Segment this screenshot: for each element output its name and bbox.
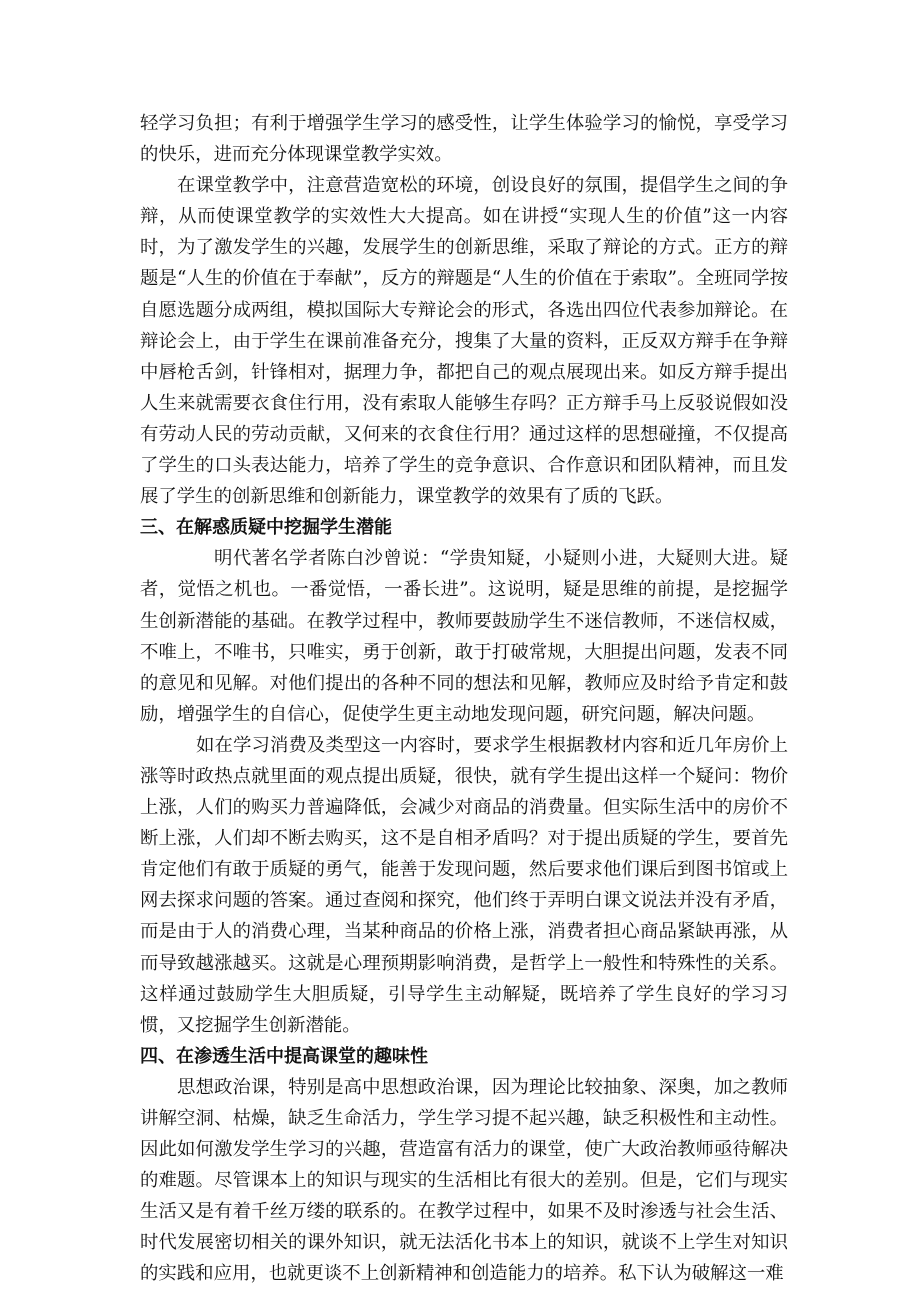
section-heading-3: 三、在解惑质疑中挖掘学生潜能 bbox=[140, 517, 392, 539]
paragraph-continuation: 轻学习负担；有利于增强学生学习的感受性，让学生体验学习的愉悦，享受学习的快乐，进而充分体现课堂教学实效。 bbox=[140, 113, 788, 166]
paragraph-interest: 思想政治课，特别是高中思想政治课，因为理论比较抽象、深奥，加之教师讲解空洞、枯燥，缺乏生命活力，学生学习提不起兴趣，缺乏积极性和主动性。因此如何激发学生学习的兴趣，营造富有活力的课堂，使广大政治教师亟待解决的难题。尽管课本上的知识与现实的生活相比有很大的差别。但是，它们与现实生活又是有着千丝万缕的联系的。在教学过程中，如果不及时渗透与社会生活、时代发展密切相关的课外知识，就无法活化书本上的知识，就谈不上学生对知识的实践和应用，也就更谈不上创新精神和创造能力的培养。私下认为破解这一难 bbox=[140, 1076, 788, 1285]
paragraph-questioning: 明代著名学者陈白沙曾说：“学贵知疑，小疑则小进，大疑则大进。疑者，觉悟之机也。一番觉悟，一番长进”。这说明，疑是思维的前提，是挖掘学生创新潜能的基础。在教学过程中，教师要鼓励学生不迷信教师，不迷信权威，不唯上，不唯书，只唯实，勇于创新，敢于打破常规，大胆提出问题，发表不同的意见和见解。对他们提出的各种不同的想法和见解，教师应及时给予肯定和鼓励，增强学生的自信心，促使学生更主动地发现问题，研究问题，解决问题。 bbox=[140, 548, 788, 725]
section-heading-4: 四、在渗透生活中提高课堂的趣味性 bbox=[140, 1045, 428, 1067]
paragraph-debate: 在课堂教学中，注意营造宽松的环境，创设良好的氛围，提倡学生之间的争辩，从而使课堂教学的实效性大大提高。如在讲授“实现人生的价值”这一内容时，为了激发学生的兴趣，发展学生的创新思维，采取了辩论的方式。正方的辩题是“人生的价值在于奉献”，反方的辩题是“人生的价值在于索取”。全班同学按自愿选题分成两组，模拟国际大专辩论会的形式，各选出四位代表参加辩论。在辩论会上，由于学生在课前准备充分，搜集了大量的资料，正反双方辩手在争辩中唇枪舌剑，针锋相对，据理力争，都把自己的观点展现出来。如反方辩手提出人生来就需要衣食住行用，没有索取人能够生存吗？正方辩手马上反驳说假如没有劳动人民的劳动贡献，又何来的衣食住行用？通过这样的思想碰撞，不仅提高了学生的口头表达能力，培养了学生的竞争意识、合作意识和团队精神，而且发展了学生的创新思维和创新能力，课堂教学的效果有了质的飞跃。 bbox=[140, 175, 788, 508]
document-body bbox=[140, 108, 788, 1290]
paragraph-consumption-example: 如在学习消费及类型这一内容时，要求学生根据教材内容和近几年房价上涨等时政热点就里面的观点提出质疑，很快，就有学生提出这样一个疑问：物价上涨，人们的购买力普遍降低，会减少对商品的消费量。但实际生活中的房价不断上涨，人们却不断去购买，这不是自相矛盾吗？对于提出质疑的学生，要首先肯定他们有敢于质疑的勇气，能善于发现问题，然后要求他们课后到图书馆或上网去探求问题的答案。通过查阅和探究，他们终于弄明白课文说法并没有矛盾，而是由于人的消费心理，当某种商品的价格上涨，消费者担心商品紧缺再涨，从而导致越涨越买。这就是心理预期影响消费，是哲学上一般性和特殊性的关系。这样通过鼓励学生大胆质疑，引导学生主动解疑，既培养了学生良好的学习习惯，又挖掘学生创新潜能。 bbox=[140, 734, 788, 1036]
